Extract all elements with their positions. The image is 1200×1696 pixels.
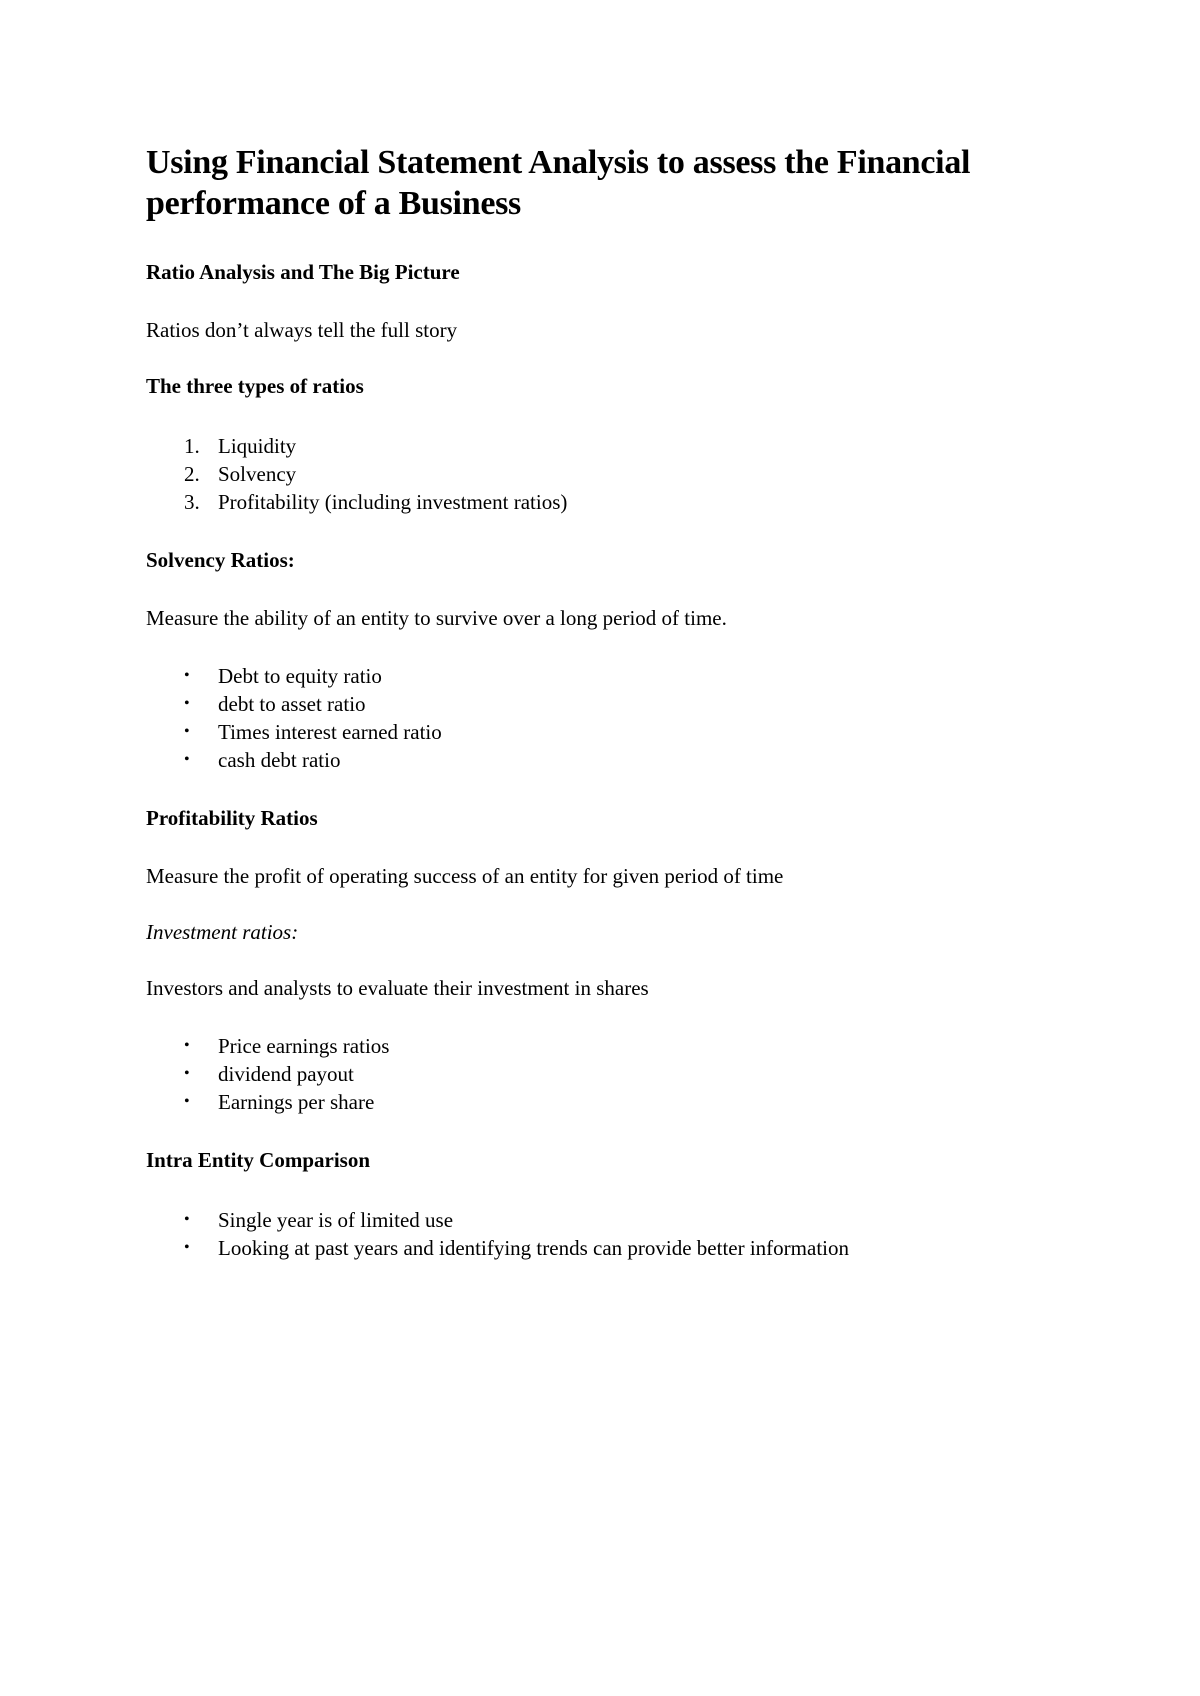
paragraph-big-picture: Ratios don’t always tell the full story	[146, 318, 458, 342]
list-item-text: Debt to equity ratio	[218, 664, 382, 688]
bullet-icon: •	[184, 723, 190, 740]
list-item-text: Price earnings ratios	[218, 1034, 390, 1058]
paragraph-investment: Investors and analysts to evaluate their investment in shares	[146, 976, 649, 1000]
bullet-icon: •	[184, 695, 190, 712]
heading-intra-entity: Intra Entity Comparison	[146, 1148, 371, 1172]
bullet-icon: •	[184, 1037, 190, 1054]
list-item-text: Single year is of limited use	[218, 1208, 454, 1232]
list-item-text: dividend payout	[218, 1062, 354, 1086]
list-item-text: Looking at past years and identifying trends can provide better information	[218, 1236, 849, 1260]
list-number: 2.	[184, 462, 200, 486]
bullet-icon: •	[184, 1065, 190, 1082]
heading-profitability: Profitability Ratios	[146, 806, 318, 830]
list-item-text: cash debt ratio	[218, 748, 341, 772]
list-item-text: Profitability (including investment ratios)	[218, 490, 568, 514]
paragraph-solvency: Measure the ability of an entity to survive over a long period of time.	[146, 606, 727, 630]
paragraph-profitability: Measure the profit of operating success of an entity for given period of time	[146, 864, 784, 888]
document-page	[146, 142, 1086, 1294]
list-item-text: Times interest earned ratio	[218, 720, 442, 744]
list-item	[146, 432, 1086, 460]
list-item-text: Solvency	[218, 462, 297, 486]
list-item	[146, 690, 1086, 718]
list-item	[146, 718, 1086, 746]
intra-entity-list	[146, 1206, 1086, 1262]
heading-solvency: Solvency Ratios:	[146, 548, 295, 572]
bullet-icon: •	[184, 751, 190, 768]
list-item	[146, 1032, 1086, 1060]
bullet-icon: •	[184, 1239, 190, 1256]
investment-list	[146, 1032, 1086, 1116]
document-title: Using Financial Statement Analysis to assess the Financial performance of a Business	[146, 144, 971, 222]
list-item	[146, 460, 1086, 488]
bullet-icon: •	[184, 667, 190, 684]
heading-ratio-types: The three types of ratios	[146, 374, 364, 398]
ratio-types-list	[146, 432, 1086, 516]
list-item	[146, 488, 1086, 516]
list-item	[146, 746, 1086, 774]
list-item-text: debt to asset ratio	[218, 692, 366, 716]
list-item-text: Liquidity	[218, 434, 297, 458]
bullet-icon: •	[184, 1211, 190, 1228]
list-item	[146, 1206, 1086, 1234]
heading-big-picture: Ratio Analysis and The Big Picture	[146, 260, 460, 284]
list-item	[146, 1234, 1086, 1262]
list-item	[146, 1088, 1086, 1116]
bullet-icon: •	[184, 1093, 190, 1110]
solvency-list	[146, 662, 1086, 774]
list-item	[146, 1060, 1086, 1088]
list-number: 1.	[184, 434, 200, 458]
list-item	[146, 662, 1086, 690]
list-item-text: Earnings per share	[218, 1090, 375, 1114]
subheading-investment: Investment ratios:	[146, 920, 299, 944]
list-number: 3.	[184, 490, 200, 514]
